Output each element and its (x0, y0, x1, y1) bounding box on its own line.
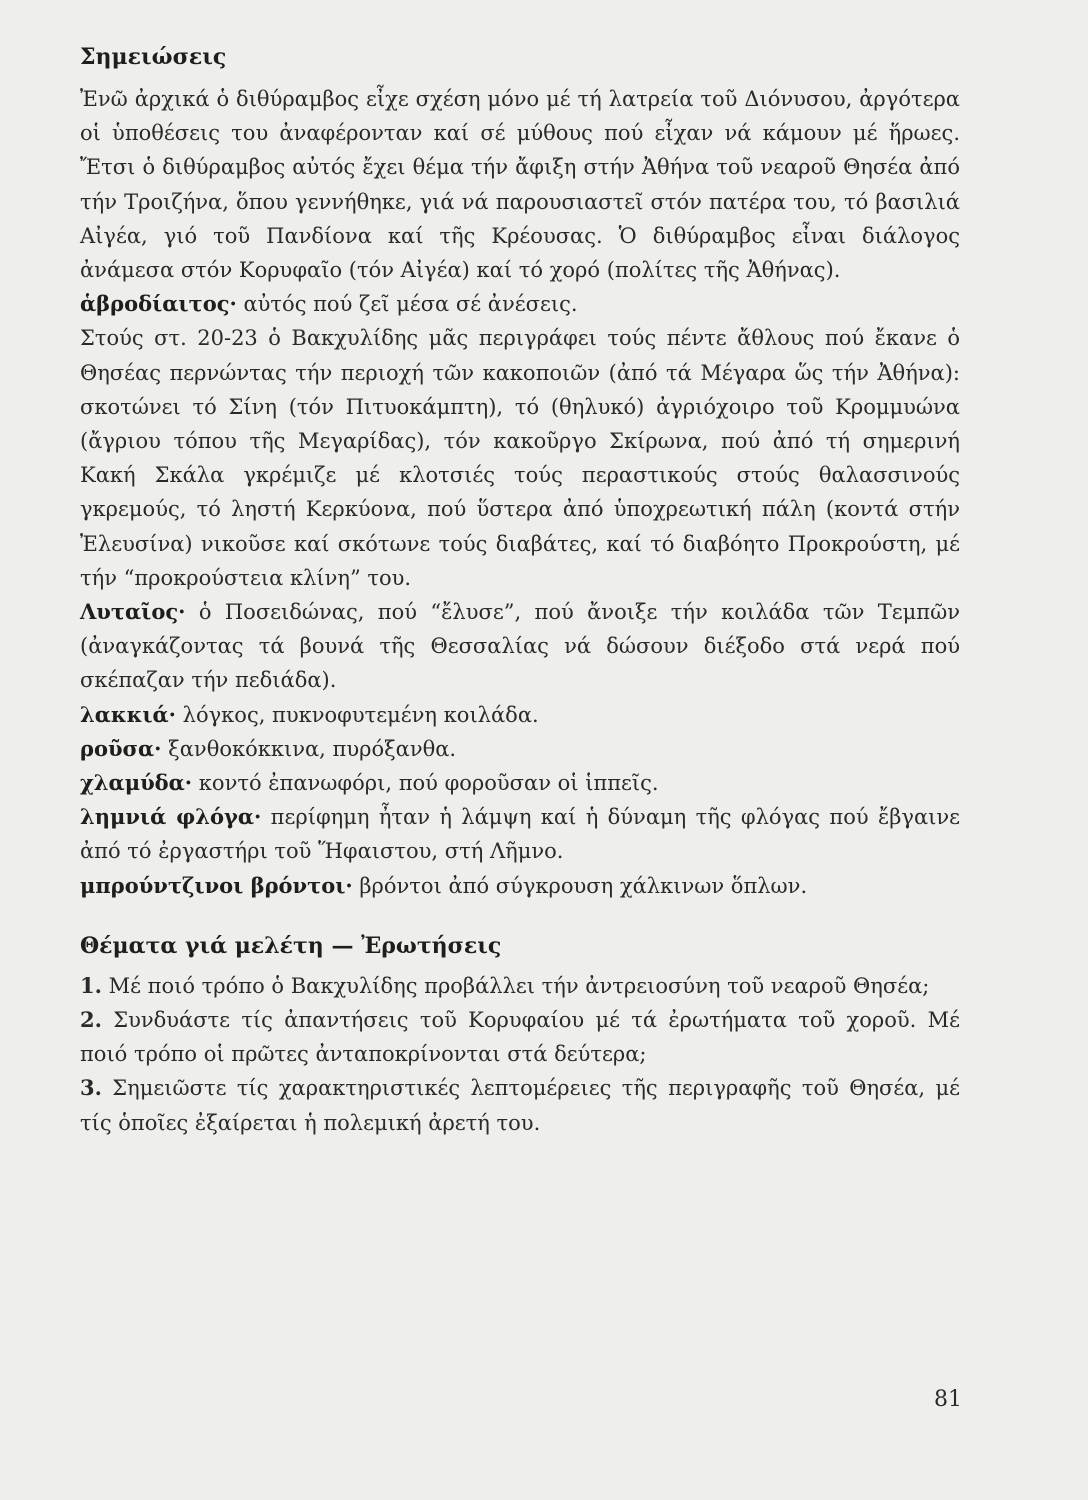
notes-body (80, 82, 960, 903)
question-item (80, 1071, 960, 1139)
glossary-entry (80, 698, 960, 732)
question-item (80, 1003, 960, 1071)
glossary-term: χλαμύδα· (80, 770, 193, 796)
question-text: Σημειῶστε τίς χαρακτηριστικές λεπτομέρειες τῆς περιγραφῆς τοῦ Θησέα, μέ τίς ὁποῖες ἐξαίρεται ἡ πολεμική ἀρετή του. (80, 1076, 960, 1135)
intro-paragraph: Ἐνῶ ἀρχικά ὁ διθύραμβος εἶχε σχέση μόνο μέ τή λατρεία τοῦ Διόνυσου, ἀργότερα οἱ ὑποθέσεις του ἀναφέρονταν καί σέ μύθους πού εἶχαν νά κάμουν μέ ἥρωες. Ἔτσι ὁ διθύραμβος αὐτός ἔχει θέμα τήν ἄφιξη στήν Ἀθήνα τοῦ νεαροῦ Θησέα ἀπό τήν Τροιζήνα, ὅπου γεννήθηκε, γιά νά παρουσιαστεῖ στόν πατέρα του, τό βασιλιά Αἰγέα, γιό τοῦ Πανδίονα καί τῆς Κρέουσας. Ὁ διθύραμβος εἶναι διάλογος ἀνάμεσα στόν Κορυφαῖο (τόν Αἰγέα) καί τό χορό (πολίτες τῆς Ἀθήνας). (80, 87, 960, 283)
page-number: 81 (934, 1387, 962, 1412)
glossary-term: Λυταῖος· (80, 599, 186, 625)
glossary-definition: περίφημη ἦταν ἡ λάμψη καί ἡ δύναμη τῆς φλόγας πού ἔβγαινε ἀπό τό ἐργαστήρι τοῦ Ἥφαιστου, στή Λῆμνο. (80, 805, 961, 864)
glossary-definition: βρόντοι ἀπό σύγκρουση χάλκινων ὅπλων. (352, 873, 808, 898)
question-number: 3. (80, 1075, 102, 1101)
notes-heading: Σημειώσεις (80, 44, 227, 70)
question-text: Μέ ποιό τρόπο ὁ Βακχυλίδης προβάλλει τήν ἀντρειοσύνη τοῦ νεαροῦ Θησέα; (101, 973, 930, 998)
glossary-definition: κοντό ἐπανωφόρι, πού φοροῦσαν οἱ ἱππεῖς. (192, 771, 659, 796)
questions-heading: Θέματα γιά μελέτη — Ἐρωτήσεις (80, 932, 502, 959)
glossary-definition: ξανθοκόκκινα, πυρόξανθα. (161, 736, 457, 761)
book-page (80, 40, 960, 1140)
question-number: 1. (80, 972, 102, 998)
glossary-entry (80, 766, 960, 800)
verses-note-paragraph: Στούς στ. 20-23 ὁ Βακχυλίδης μᾶς περιγράφει τούς πέντε ἄθλους πού ἔκανε ὁ Θησέας περνώντας τήν περιοχή τῶν κακοποιῶν (ἀπό τά Μέγαρα ὥς τήν Ἀθήνα): σκοτώνει τό Σίνη (τόν Πιτυοκάμπτη), τό (θηλυκό) ἀγριόχοιρο τοῦ Κρομμυώνα (ἄγριου τόπου τῆς Μεγαρίδας), τόν κακοῦργο Σκίρωνα, πού ἀπό τή σημερινή Κακή Σκάλα γκρέμιζε μέ κλοτσιές τούς περαστικούς στούς θαλασσινούς γκρεμούς, τό ληστή Κερκύονα, πού ὕστερα ἀπό ὑποχρεωτική πάλη (κοντά στήν Ἐλευσίνα) νικοῦσε καί σκότωνε τούς διαβάτες, καί τό διαβόητο Προκρούστη, μέ τήν “προκρούστεια κλίνη” του. (80, 326, 960, 590)
glossary-entry (80, 595, 960, 698)
glossary-entry (80, 287, 960, 321)
glossary-term: λημνιά φλόγα· (80, 804, 262, 830)
questions-list (80, 969, 960, 1140)
glossary-entry (80, 800, 960, 868)
question-text: Συνδυάστε τίς ἀπαντήσεις τοῦ Κορυφαίου μέ τά ἐρωτήματα τοῦ χοροῦ. Μέ ποιό τρόπο οἱ πρῶτες ἀνταποκρίνονται στά δεύτερα; (80, 1008, 960, 1067)
glossary-term: ἁβροδίαιτος· (80, 291, 237, 317)
glossary-term: ροῦσα· (80, 735, 162, 761)
glossary-term: λακκιά· (80, 701, 176, 727)
glossary-definition: ὁ Ποσειδώνας, πού “ἔλυσε”, πού ἄνοιξε τήν κοιλάδα τῶν Τεμπῶν (ἀναγκάζοντας τά βουνά τῆς Θεσσαλίας νά δώσουν διέξοδο στά νερά πού σκέπαζαν τήν πεδιάδα). (80, 600, 960, 693)
glossary-entry (80, 869, 960, 903)
glossary-definition: αὐτός πού ζεῖ μέσα σέ ἀνέσεις. (236, 292, 578, 317)
glossary-definition: λόγκος, πυκνοφυτεμένη κοιλάδα. (176, 702, 539, 727)
glossary-entry (80, 732, 960, 766)
glossary-term: μπρούντζινοι βρόντοι· (80, 872, 353, 898)
question-number: 2. (80, 1007, 102, 1033)
question-item (80, 969, 960, 1003)
